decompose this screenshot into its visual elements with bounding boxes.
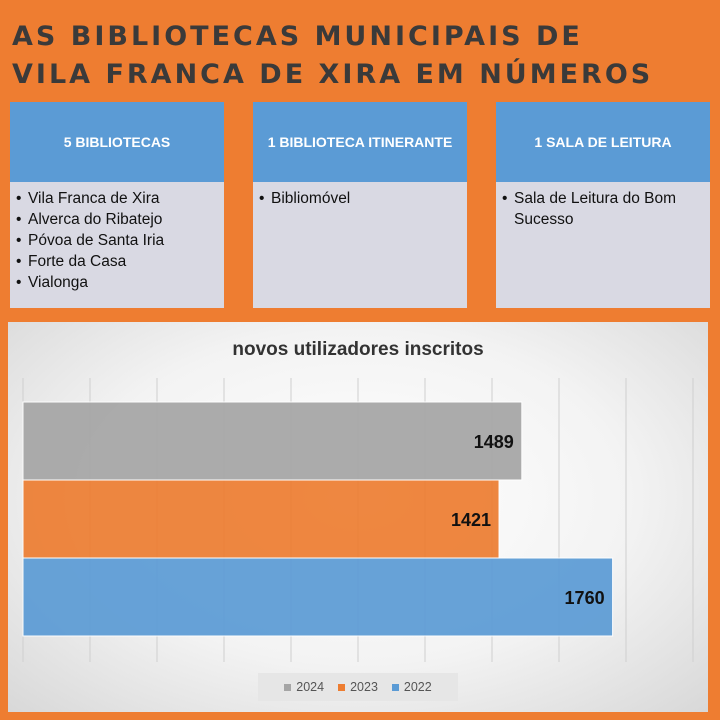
data-label-2024: 1489 bbox=[473, 432, 514, 452]
list-item: • Vialonga bbox=[16, 272, 218, 293]
title-line-2: VILA FRANCA DE XIRA EM NÚMEROS bbox=[12, 59, 654, 90]
data-label-2023: 1421 bbox=[450, 510, 492, 530]
card-list bbox=[10, 182, 224, 293]
legend-swatch bbox=[338, 684, 345, 691]
legend-label: 2024 bbox=[296, 680, 325, 694]
card-header: 1 SALA DE LEITURA bbox=[496, 102, 710, 182]
chart-legend bbox=[258, 673, 458, 701]
list-item: • Sala de Leitura do Bom Sucesso bbox=[502, 188, 704, 230]
bar-2023 bbox=[23, 480, 499, 558]
list-item: • Forte da Casa bbox=[16, 251, 218, 272]
legend-swatch bbox=[392, 684, 399, 691]
bar-2024 bbox=[23, 402, 522, 480]
legend-label: 2022 bbox=[403, 680, 432, 694]
card-sala-leitura bbox=[496, 102, 710, 308]
card-biblioteca-itinerante bbox=[253, 102, 467, 308]
card-bibliotecas bbox=[10, 102, 224, 308]
legend-item-2023 bbox=[338, 680, 378, 694]
legend-item-2024 bbox=[284, 680, 324, 694]
bar-chart bbox=[8, 322, 708, 712]
card-header: 1 BIBLIOTECA ITINERANTE bbox=[253, 102, 467, 182]
page-title bbox=[12, 18, 712, 94]
data-label-2022: 1760 bbox=[564, 588, 605, 608]
card-list bbox=[253, 182, 467, 209]
legend-item-2022 bbox=[392, 680, 432, 694]
card-list bbox=[496, 182, 710, 230]
chart-panel bbox=[8, 322, 708, 712]
chart-title: novos utilizadores inscritos bbox=[232, 339, 484, 360]
legend-swatch bbox=[284, 684, 291, 691]
bar-2022 bbox=[23, 558, 613, 636]
legend-label: 2023 bbox=[350, 680, 378, 694]
list-item: • Alverca do Ribatejo bbox=[16, 209, 218, 230]
list-item: • Vila Franca de Xira bbox=[16, 188, 218, 209]
card-header: 5 BIBLIOTECAS bbox=[10, 102, 224, 182]
title-line-1: AS BIBLIOTECAS MUNICIPAIS DE bbox=[12, 21, 583, 52]
list-item: • Bibliomóvel bbox=[259, 188, 461, 209]
list-item: • Póvoa de Santa Iria bbox=[16, 230, 218, 251]
